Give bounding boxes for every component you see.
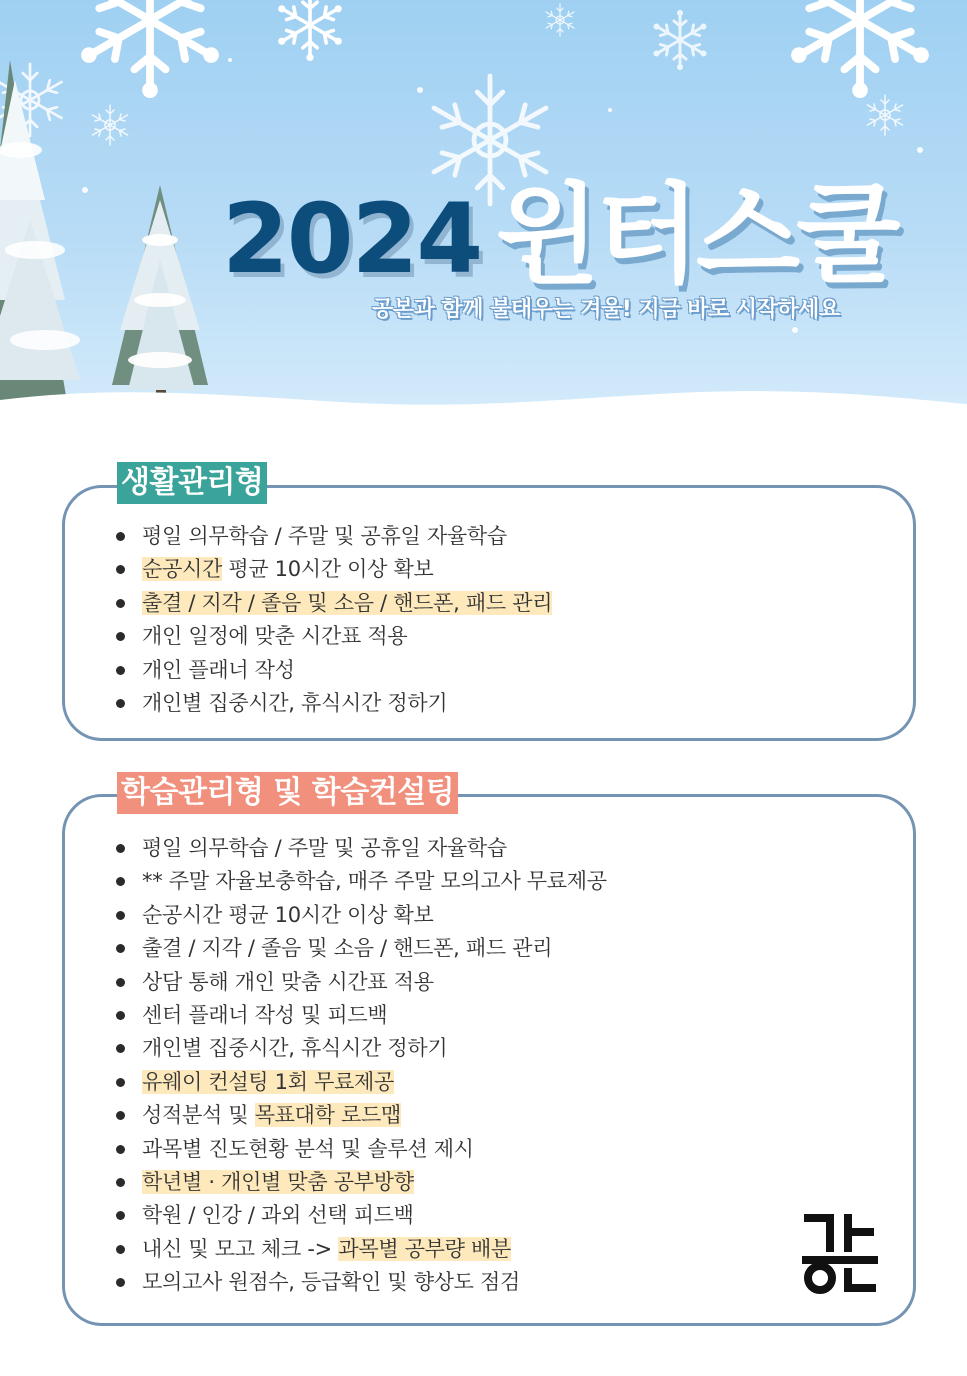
- item-text: 센터 플래너 작성 및 피드백: [142, 1002, 388, 1027]
- item-text: 개인별 집중시간, 휴식시간 정하기: [142, 690, 448, 715]
- list-item: [114, 1133, 607, 1166]
- list-item: [114, 620, 552, 653]
- item-text: 평일 의무학습 / 주말 및 공휴일 자율학습: [142, 524, 507, 548]
- section-study-consulting-tag: 학습관리형 및 학습컨설팅: [117, 772, 458, 814]
- item-text: 개인 플래너 작성: [142, 657, 295, 682]
- item-text-highlight: 학년별 · 개인별 맞춤 공부방향: [142, 1169, 414, 1194]
- title-main: 윈터스쿨: [495, 173, 897, 298]
- item-text-highlight: 목표대학 로드맵: [254, 1103, 401, 1128]
- item-text: 과목별 진도현황 분석 및 솔루션 제시: [142, 1136, 474, 1161]
- page-title: [222, 148, 942, 298]
- list-item: [114, 553, 552, 586]
- hero-banner: [0, 0, 967, 430]
- item-text: 상담 통해 개인 맞춤 시간표 적용: [142, 969, 434, 994]
- list-item: [114, 966, 607, 999]
- item-text: 출결 / 지각 / 졸음 및 소음 / 핸드폰, 패드 관리: [142, 936, 553, 961]
- list-item: [114, 1199, 607, 1232]
- list-item: [114, 1099, 607, 1132]
- item-text: 평균 10시간 이상 확보: [221, 557, 434, 582]
- item-text: 내신 및 모고 체크 ->: [142, 1236, 339, 1261]
- item-text-highlight: 순공시간: [142, 557, 222, 582]
- item-text-highlight: 유웨이 컨설팅 1회 무료제공: [142, 1069, 395, 1094]
- list-item: [114, 1032, 607, 1065]
- title-year: 2024: [222, 183, 482, 295]
- item-text-highlight: 출결 / 지각 / 졸음 및 소음 / 핸드폰, 패드 관리: [142, 590, 553, 615]
- item-text: 학원 / 인강 / 과외 선택 피드백: [142, 1203, 414, 1228]
- item-text: 순공시간 평균 10시간 이상 확보: [142, 902, 434, 927]
- item-text: 개인별 집중시간, 휴식시간 정하기: [142, 1036, 448, 1061]
- list-item: [114, 687, 552, 720]
- section-study-consulting-list: [114, 832, 607, 1299]
- list-item: [114, 654, 552, 687]
- list-item: [114, 832, 607, 865]
- item-text-highlight: 과목별 공부량 배분: [338, 1236, 511, 1261]
- list-item: [114, 999, 607, 1032]
- section-life-management-list: [114, 520, 552, 720]
- list-item: [114, 1066, 607, 1099]
- section-life-management-tag: 생활관리형: [117, 462, 267, 504]
- gongbon-logo-icon: [800, 1212, 880, 1294]
- list-item: [114, 587, 552, 620]
- list-item: [114, 932, 607, 965]
- list-item: [114, 1233, 607, 1266]
- item-text: ** 주말 자율보충학습, 매주 주말 모의고사 무료제공: [142, 869, 607, 894]
- list-item: [114, 1166, 607, 1199]
- list-item: [114, 899, 607, 932]
- item-text: 개인 일정에 맞춘 시간표 적용: [142, 624, 408, 649]
- item-text: 평일 의무학습 / 주말 및 공휴일 자율학습: [142, 836, 507, 860]
- list-item: [114, 520, 552, 553]
- list-item: [114, 1266, 607, 1299]
- item-text: 성적분석 및: [142, 1103, 255, 1128]
- page-subtitle: 공본과 함께 불태우는 겨울! 지금 바로 시작하세요: [372, 297, 840, 322]
- item-text: 모의고사 원점수, 등급확인 및 향상도 점검: [142, 1270, 521, 1295]
- list-item: [114, 865, 607, 898]
